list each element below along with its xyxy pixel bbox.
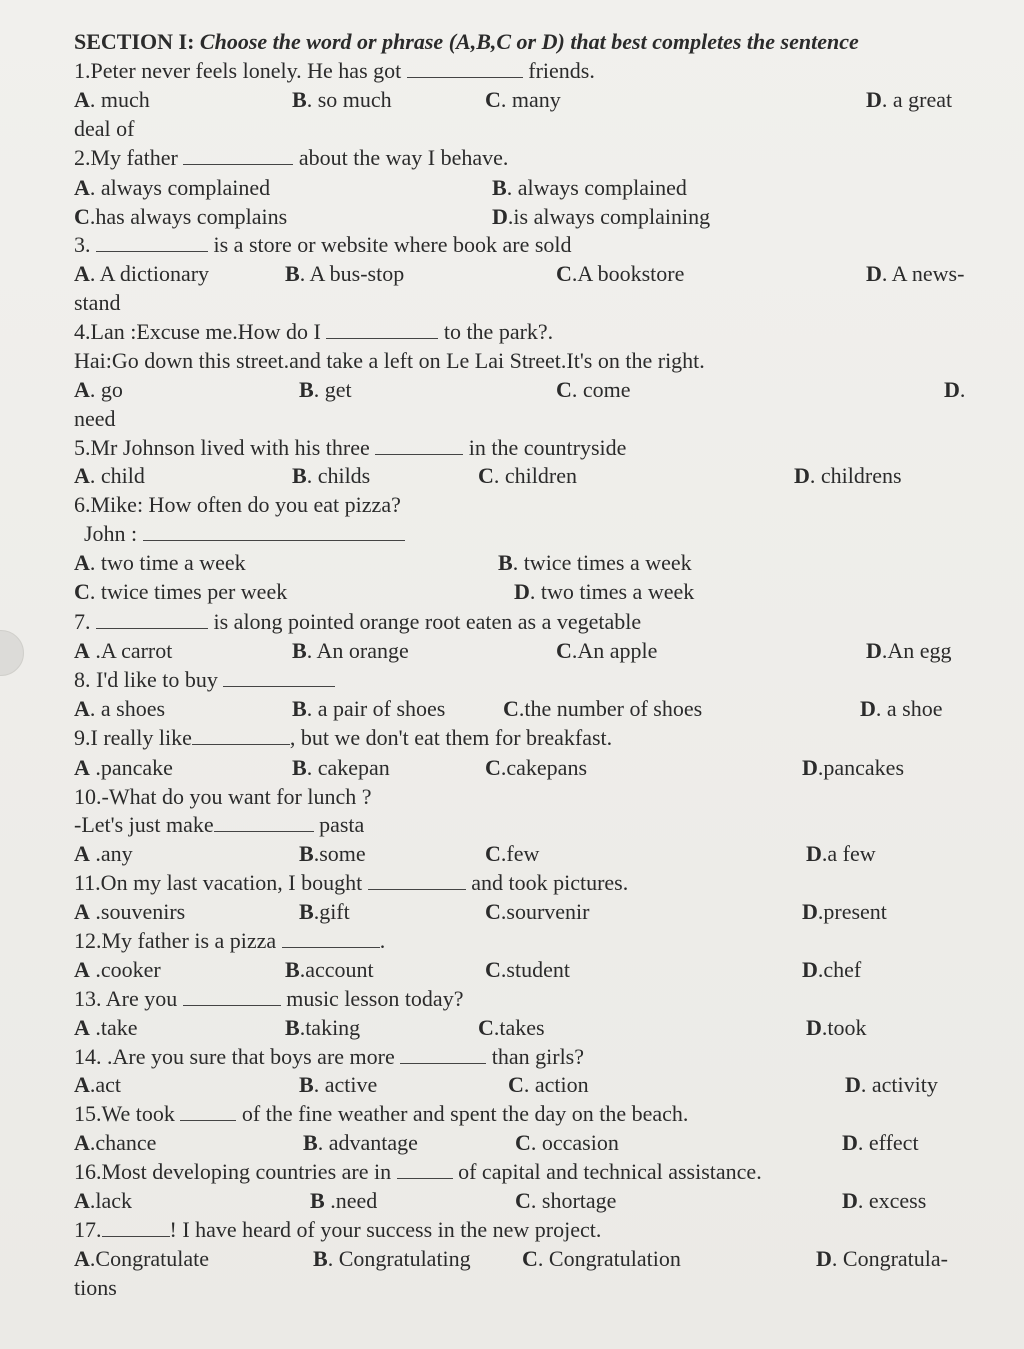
option-text: . many <box>500 87 561 112</box>
option-letter: D <box>842 1188 858 1213</box>
option-letter: D <box>794 463 810 488</box>
option-letter: B <box>292 87 307 112</box>
option-c <box>485 756 587 780</box>
option-letter: C <box>556 638 572 663</box>
answer-blank <box>326 320 438 339</box>
option-a <box>74 639 172 663</box>
option-letter: B <box>299 841 314 866</box>
option-text: . A news- <box>881 261 965 286</box>
option-text: .is always complaining <box>507 204 711 229</box>
option-d <box>842 1131 919 1155</box>
option-letter: C <box>485 755 501 780</box>
option-text: . go <box>89 377 123 402</box>
option-text: . action <box>523 1072 589 1097</box>
option-text: .act <box>89 1072 122 1097</box>
option-d-continued: deal of <box>74 116 135 141</box>
option-letter: D <box>860 696 876 721</box>
option-letter: A <box>74 1188 90 1213</box>
option-text: 5.Mr Johnson lived with his three <box>74 435 370 460</box>
option-letter: D <box>842 1130 858 1155</box>
answer-blank <box>96 233 208 252</box>
option-text: 14. .Are you sure that boys are more <box>74 1044 395 1069</box>
option-letter: B <box>285 261 300 286</box>
option-a <box>74 464 145 488</box>
question-6-response <box>84 522 405 546</box>
option-text: . excess <box>857 1188 927 1213</box>
option-text: .account <box>299 957 374 982</box>
option-a <box>74 842 133 866</box>
option-text: . get <box>313 377 352 402</box>
option-d <box>802 958 861 982</box>
option-text: about the way I behave. <box>298 145 509 170</box>
option-text: .souvenirs <box>89 899 186 924</box>
option-text: .chef <box>817 957 862 982</box>
option-d <box>816 1247 948 1271</box>
option-text: . A dictionary <box>89 261 210 286</box>
section-label: SECTION I: <box>74 29 195 54</box>
option-c <box>515 1131 619 1155</box>
option-b <box>292 756 390 780</box>
option-text: .taking <box>299 1015 361 1040</box>
option-letter: B <box>292 696 307 721</box>
option-text: . A bus-stop <box>299 261 405 286</box>
option-letter: B <box>292 638 307 663</box>
option-letter: C <box>503 696 519 721</box>
option-letter: C <box>485 899 501 924</box>
option-c <box>515 1189 616 1213</box>
option-text: is along pointed orange root eaten as a vegetable <box>213 609 642 634</box>
option-letter: A <box>74 899 90 924</box>
option-letter: C <box>478 463 494 488</box>
option-letter: D <box>816 1246 832 1271</box>
question-4 <box>74 320 553 344</box>
option-text: 11.On my last vacation, I bought <box>74 870 363 895</box>
question-4-response: Hai:Go down this street.and take a left on Le Lai Street.It's on the right. <box>74 348 705 373</box>
option-d <box>866 639 952 663</box>
option-letter: B <box>492 175 507 200</box>
answer-blank <box>223 668 335 687</box>
option-letter: A <box>74 261 90 286</box>
option-text: .student <box>500 957 570 982</box>
option-letter: A <box>74 1130 90 1155</box>
option-b <box>498 551 692 575</box>
question-14 <box>74 1045 584 1069</box>
option-text: .pancakes <box>817 755 905 780</box>
answer-blank <box>96 610 208 629</box>
option-text: .cakepans <box>500 755 588 780</box>
question-16 <box>74 1160 762 1184</box>
option-d <box>492 205 710 229</box>
option-text: 2.My father <box>74 145 178 170</box>
option-a <box>74 697 165 721</box>
option-text: . Congratulation <box>537 1246 681 1271</box>
option-letter: A <box>74 1072 90 1097</box>
option-letter: D <box>806 1015 822 1040</box>
section-title <box>74 30 859 54</box>
option-text: .the number of shoes <box>518 696 703 721</box>
answer-blank <box>143 522 405 541</box>
option-text: .chance <box>89 1130 157 1155</box>
option-letter: A <box>74 175 90 200</box>
option-letter: D <box>802 899 818 924</box>
option-text: music lesson today? <box>286 986 464 1011</box>
option-c <box>478 1016 545 1040</box>
option-text: John : <box>84 521 138 546</box>
question-5 <box>74 436 626 460</box>
option-letter: D <box>806 841 822 866</box>
option-c <box>485 958 570 982</box>
option-text: .lack <box>89 1188 133 1213</box>
option-d <box>514 580 694 604</box>
option-text: , but we don't eat them for breakfast. <box>289 725 613 750</box>
question-3 <box>74 233 572 257</box>
option-letter: A <box>74 87 90 112</box>
option-c <box>556 378 631 402</box>
option-letter: C <box>508 1072 524 1097</box>
option-b <box>292 88 392 112</box>
option-c <box>522 1247 681 1271</box>
option-d <box>866 262 964 286</box>
option-c <box>556 262 684 286</box>
option-text: is a store or website where book are sold <box>213 232 572 257</box>
option-b <box>292 464 370 488</box>
option-d-continued: need <box>74 406 116 431</box>
option-letter: B <box>292 463 307 488</box>
option-d-continued: tions <box>74 1275 117 1300</box>
option-text: . cakepan <box>306 755 390 780</box>
option-text: 8. I'd like to buy <box>74 667 218 692</box>
page-edge-marker <box>0 630 24 676</box>
option-text: . Congratulating <box>327 1246 471 1271</box>
option-d <box>802 900 887 924</box>
option-letter: D <box>514 579 530 604</box>
option-text: pasta <box>319 812 365 837</box>
option-letter: C <box>515 1188 531 1213</box>
option-text: 4.Lan :Excuse me.How do I <box>74 319 321 344</box>
option-text: 15.We took <box>74 1101 175 1126</box>
option-a <box>74 1073 121 1097</box>
question-17 <box>74 1218 601 1242</box>
option-text: 7. <box>74 609 91 634</box>
option-text: 17. <box>74 1217 102 1242</box>
option-d <box>794 464 902 488</box>
option-letter: C <box>485 87 501 112</box>
option-a <box>74 1189 132 1213</box>
option-b <box>310 1189 377 1213</box>
answer-blank <box>102 1218 170 1237</box>
option-text: . childs <box>306 463 371 488</box>
option-letter: B <box>299 377 314 402</box>
option-letter: C <box>556 261 572 286</box>
answer-blank <box>282 929 380 948</box>
option-a <box>74 551 246 575</box>
option-a <box>74 756 173 780</box>
option-letter: B <box>303 1130 318 1155</box>
option-text: . twice times per week <box>89 579 288 604</box>
option-letter: A <box>74 638 90 663</box>
question-2 <box>74 146 508 170</box>
option-letter: D <box>802 957 818 982</box>
option-text: .few <box>500 841 540 866</box>
option-letter: A <box>74 755 90 780</box>
option-a <box>74 176 270 200</box>
option-letter: C <box>74 204 90 229</box>
option-text: . so much <box>306 87 392 112</box>
option-c <box>485 900 589 924</box>
option-text: .A carrot <box>89 638 173 663</box>
option-letter: C <box>478 1015 494 1040</box>
option-text: . <box>959 377 966 402</box>
option-d <box>860 697 942 721</box>
option-letter: B <box>310 1188 325 1213</box>
option-text: .An apple <box>571 638 658 663</box>
option-text: 16.Most developing countries are in <box>74 1159 392 1184</box>
option-b <box>299 378 352 402</box>
question-1 <box>74 59 595 83</box>
question-15 <box>74 1102 688 1126</box>
option-text: 3. <box>74 232 91 257</box>
option-text: than girls? <box>491 1044 585 1069</box>
question-7 <box>74 610 641 634</box>
option-text: 13. Are you <box>74 986 178 1011</box>
answer-blank <box>183 146 293 165</box>
option-text: . come <box>571 377 631 402</box>
option-letter: A <box>74 696 90 721</box>
option-letter: A <box>74 1015 90 1040</box>
option-b <box>299 842 366 866</box>
option-text: . a shoes <box>89 696 166 721</box>
option-text: . a shoe <box>875 696 943 721</box>
question-1-text-end: friends. <box>528 58 595 83</box>
option-letter: A <box>74 841 90 866</box>
option-text: .A bookstore <box>571 261 685 286</box>
question-9 <box>74 726 612 750</box>
option-text: .sourvenir <box>500 899 590 924</box>
option-b <box>285 262 404 286</box>
question-6: 6.Mike: How often do you eat pizza? <box>74 492 401 517</box>
option-text: . much <box>89 87 150 112</box>
option-letter: C <box>556 377 572 402</box>
option-letter: B <box>292 755 307 780</box>
option-text: . two time a week <box>89 550 246 575</box>
option-text: . advantage <box>317 1130 418 1155</box>
option-a <box>74 1247 209 1271</box>
option-letter: C <box>74 579 90 604</box>
option-text: . a great <box>881 87 953 112</box>
answer-blank <box>192 726 290 745</box>
option-b <box>492 176 687 200</box>
option-text: . twice times a week <box>512 550 692 575</box>
answer-blank <box>407 59 523 78</box>
option-text: . children <box>493 463 577 488</box>
option-text: .present <box>817 899 887 924</box>
option-b <box>303 1131 418 1155</box>
option-text: . shortage <box>530 1188 617 1213</box>
option-text: . occasion <box>530 1130 619 1155</box>
option-c <box>478 464 577 488</box>
question-1-text: 1.Peter never feels lonely. He has got <box>74 58 402 83</box>
option-d <box>845 1073 938 1097</box>
question-10: 10.-What do you want for lunch ? <box>74 784 372 809</box>
option-letter: B <box>285 1015 300 1040</box>
option-d <box>842 1189 926 1213</box>
option-text: . childrens <box>809 463 902 488</box>
option-text: . <box>379 928 386 953</box>
option-text: . always complained <box>89 175 271 200</box>
option-b <box>299 1073 377 1097</box>
question-8 <box>74 668 335 692</box>
option-text: .take <box>89 1015 138 1040</box>
option-text: 9.I really like <box>74 725 192 750</box>
answer-blank <box>400 1045 486 1064</box>
option-c <box>485 88 561 112</box>
option-letter: C <box>485 957 501 982</box>
option-a <box>74 958 161 982</box>
option-text: and took pictures. <box>471 870 629 895</box>
option-d-continued: stand <box>74 290 121 315</box>
option-c <box>74 205 287 229</box>
option-text: . two times a week <box>529 579 695 604</box>
option-text: of the fine weather and spent the day on the beach. <box>241 1101 689 1126</box>
option-letter: C <box>515 1130 531 1155</box>
option-d <box>806 1016 867 1040</box>
option-letter: C <box>522 1246 538 1271</box>
option-letter: B <box>313 1246 328 1271</box>
option-text: . activity <box>860 1072 938 1097</box>
answer-blank <box>368 871 466 890</box>
option-letter: D <box>802 755 818 780</box>
question-10-response <box>74 813 364 837</box>
option-text: ! I have heard of your success in the new project. <box>169 1217 602 1242</box>
option-letter: D <box>866 261 882 286</box>
option-text: in the countryside <box>468 435 627 460</box>
option-b <box>292 697 445 721</box>
option-letter: B <box>285 957 300 982</box>
section-instruction: Choose the word or phrase (A,B,C or D) that best completes the sentence <box>199 29 859 54</box>
option-text: . always complained <box>506 175 687 200</box>
option-a <box>74 378 123 402</box>
option-b <box>285 958 374 982</box>
option-letter: D <box>845 1072 861 1097</box>
option-letter: C <box>485 841 501 866</box>
answer-blank <box>397 1160 453 1179</box>
answer-blank <box>214 813 314 832</box>
option-text: to the park?. <box>443 319 554 344</box>
option-a <box>74 900 185 924</box>
option-c <box>556 639 657 663</box>
option-letter: D <box>492 204 508 229</box>
question-11 <box>74 871 628 895</box>
question-13 <box>74 987 463 1011</box>
option-letter: A <box>74 463 90 488</box>
answer-blank <box>375 436 463 455</box>
option-c <box>503 697 702 721</box>
option-text: . child <box>89 463 145 488</box>
option-a <box>74 88 150 112</box>
option-b <box>313 1247 471 1271</box>
option-letter: A <box>74 1246 90 1271</box>
question-12 <box>74 929 385 953</box>
option-text: .took <box>821 1015 867 1040</box>
option-text: .takes <box>493 1015 545 1040</box>
option-c <box>74 580 287 604</box>
option-b <box>292 639 409 663</box>
option-text: .pancake <box>89 755 173 780</box>
option-letter: B <box>299 899 314 924</box>
option-letter: A <box>74 957 90 982</box>
option-text: .has always complains <box>89 204 288 229</box>
option-letter: A <box>74 377 90 402</box>
option-letter: B <box>498 550 513 575</box>
option-text: .a few <box>821 841 876 866</box>
option-text: .gift <box>313 899 350 924</box>
option-text: of capital and technical assistance. <box>458 1159 762 1184</box>
option-a <box>74 1016 138 1040</box>
answer-blank <box>183 987 281 1006</box>
option-text: . An orange <box>306 638 409 663</box>
option-text: -Let's just make <box>74 812 214 837</box>
option-d <box>802 756 904 780</box>
option-b <box>285 1016 360 1040</box>
option-text: .cooker <box>89 957 161 982</box>
option-a <box>74 1131 156 1155</box>
option-letter: B <box>299 1072 314 1097</box>
option-d <box>866 88 952 112</box>
option-text: .need <box>324 1188 378 1213</box>
option-d <box>806 842 876 866</box>
option-letter: D <box>866 638 882 663</box>
option-text: .some <box>313 841 366 866</box>
option-text: . effect <box>857 1130 919 1155</box>
option-letter: D <box>866 87 882 112</box>
option-text: .any <box>89 841 133 866</box>
option-letter: A <box>74 550 90 575</box>
answer-blank <box>180 1102 236 1121</box>
option-b <box>299 900 350 924</box>
option-a <box>74 262 209 286</box>
option-c <box>485 842 539 866</box>
option-text: . Congratula- <box>831 1246 948 1271</box>
option-text: . active <box>313 1072 378 1097</box>
option-c <box>508 1073 589 1097</box>
option-text: .Congratulate <box>89 1246 210 1271</box>
option-text: . a pair of shoes <box>306 696 446 721</box>
option-text: .An egg <box>881 638 952 663</box>
option-text: 12.My father is a pizza <box>74 928 277 953</box>
option-d <box>944 378 965 402</box>
option-letter: D <box>944 377 960 402</box>
